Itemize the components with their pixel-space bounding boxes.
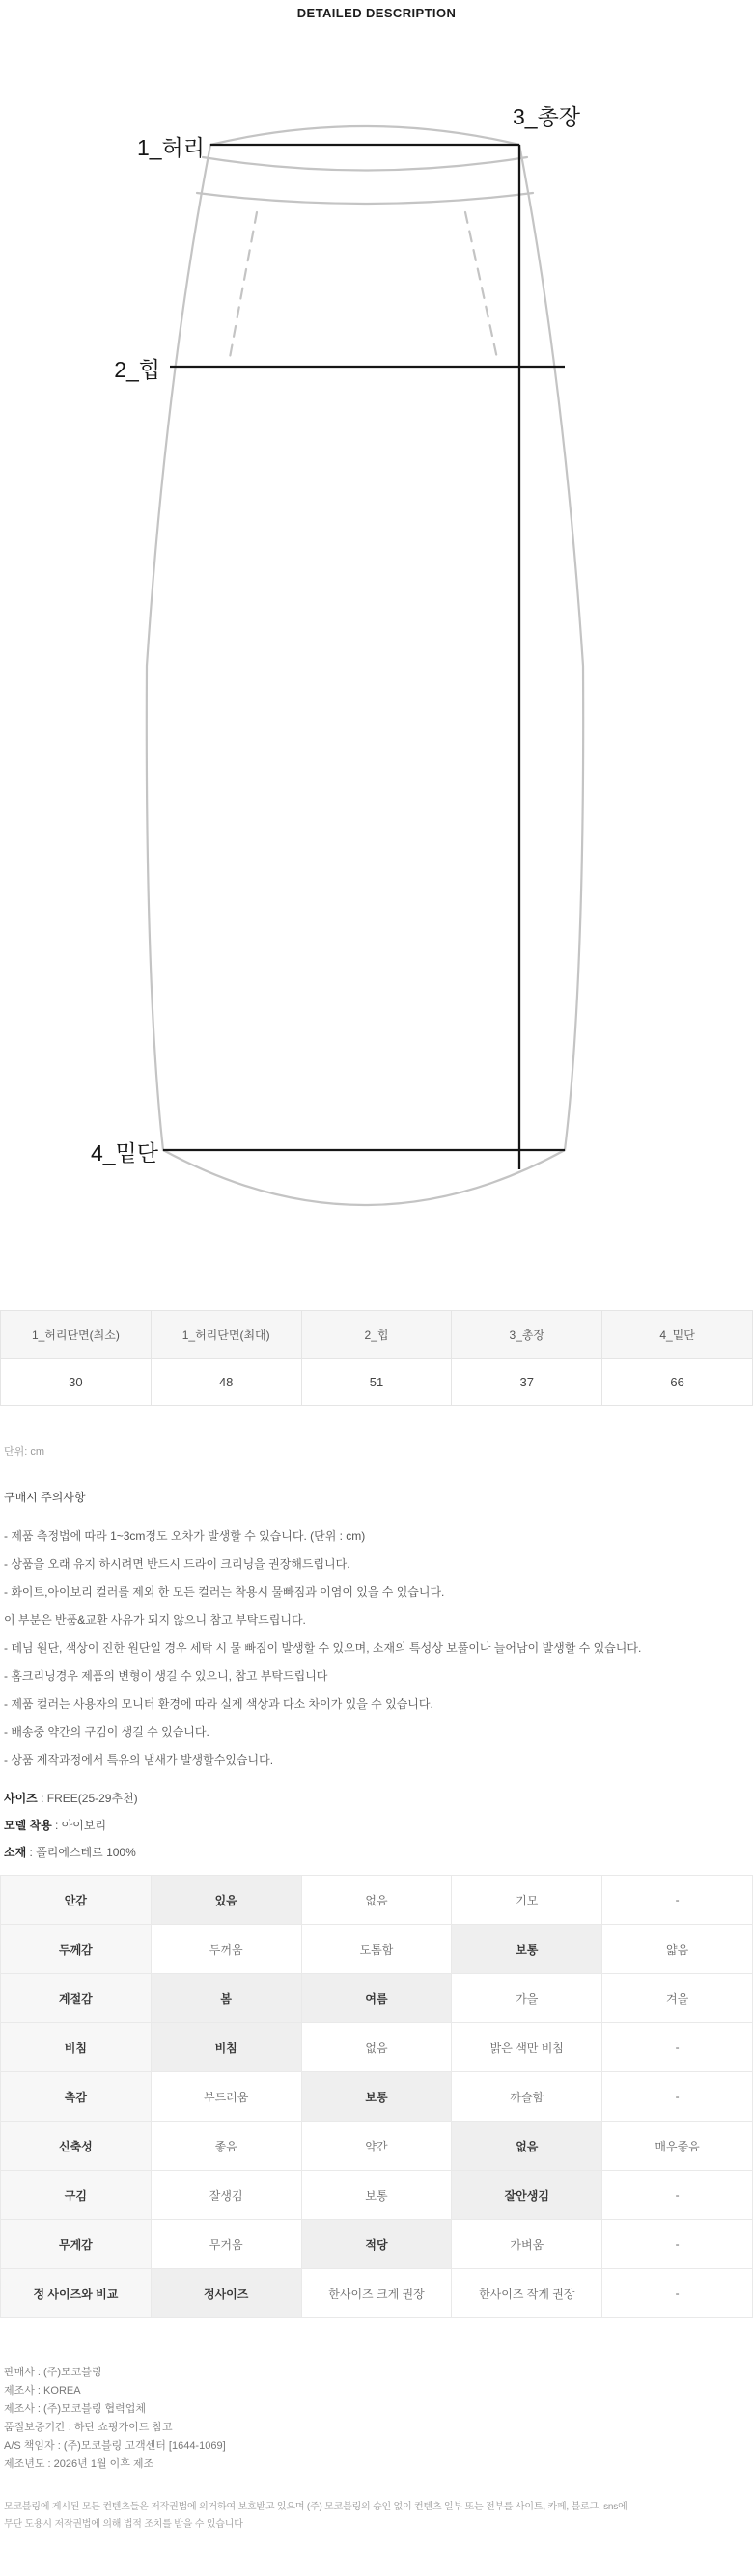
notice-line: - 홈크리닝경우 제품의 변형이 생길 수 있으니, 참고 부탁드립니다 xyxy=(4,1669,328,1683)
fabric-option-cell: 잘안생김 xyxy=(452,2171,602,2220)
fabric-option-cell: 한사이즈 크게 권장 xyxy=(302,2269,453,2318)
fabric-option-cell: 정사이즈 xyxy=(152,2269,302,2318)
fabric-option-cell: 봄 xyxy=(152,1974,302,2023)
fabric-row-label: 정 사이즈와 비교 xyxy=(1,2269,152,2318)
right-side-seam xyxy=(519,145,583,1150)
fabric-option-cell: 두꺼움 xyxy=(152,1925,302,1974)
fabric-option-cell: 없음 xyxy=(452,2122,602,2171)
fabric-option-cell: 적당 xyxy=(302,2220,453,2269)
footer-info-line: 제조사 : (주)모코블링 협력업체 xyxy=(4,2403,147,2415)
fabric-option-cell: 보통 xyxy=(302,2171,453,2220)
fabric-option-cell: 무거움 xyxy=(152,2220,302,2269)
fabric-option-cell: 약간 xyxy=(302,2122,453,2171)
fabric-option-cell: - xyxy=(602,2023,753,2072)
fabric-option-cell: 가벼움 xyxy=(452,2220,602,2269)
measurement-value-cell: 30 xyxy=(1,1359,152,1406)
fabric-option-cell: 부드러움 xyxy=(152,2072,302,2122)
footer-info-line: 제조사 : KOREA xyxy=(4,2385,81,2397)
hem-label: 4_밑단 xyxy=(90,1140,158,1165)
fabric-option-cell: 없음 xyxy=(302,1876,453,1925)
fabric-option-cell: 보통 xyxy=(452,1925,602,1974)
copyright-notice xyxy=(4,2499,753,2534)
footer-info-line: 품질보증기간 : 하단 쇼핑가이드 참고 xyxy=(4,2422,173,2433)
purchase-notice-list xyxy=(4,1522,749,1774)
product-info-list xyxy=(4,1785,749,1866)
care-item-label: 사이즈 xyxy=(4,1792,38,1805)
fabric-row-label: 안감 xyxy=(1,1876,152,1925)
measurement-lines xyxy=(163,145,565,1169)
fabric-row-label: 계절감 xyxy=(1,1974,152,2023)
fabric-option-cell: - xyxy=(602,2072,753,2122)
fabric-option-cell: 보통 xyxy=(302,2072,453,2122)
care-item-label: 모델 착용 xyxy=(4,1819,52,1832)
fabric-option-cell: - xyxy=(602,2171,753,2220)
copyright-line: 모코블링에 게시된 모든 컨텐츠들은 저작권법에 의거하여 보호받고 있으며 (주) 모코블링의 승인 없이 컨텐츠 일부 또는 전부를 사이트, 카페, 블로그, sns에 xyxy=(4,2502,628,2512)
measurement-header-cell: 2_힙 xyxy=(302,1311,453,1359)
fabric-option-cell: - xyxy=(602,2220,753,2269)
notice-line: - 제품 측정법에 따라 1~3cm정도 오차가 발생할 수 있습니다. (단위 : cm) xyxy=(4,1529,366,1543)
fabric-option-cell: 비침 xyxy=(152,2023,302,2072)
measurement-header-cell: 4_밑단 xyxy=(602,1311,753,1359)
page-title: DETAILED DESCRIPTION xyxy=(296,6,457,20)
fabric-option-cell: 없음 xyxy=(302,2023,453,2072)
fabric-option-cell: 가을 xyxy=(452,1974,602,2023)
fabric-option-cell: 까슬함 xyxy=(452,2072,602,2122)
unit-note: 단위: cm xyxy=(4,1446,45,1458)
skirt-outline xyxy=(147,126,583,1205)
yoke-seam-curve xyxy=(197,193,533,204)
care-item-value: : 폴리에스테르 100% xyxy=(26,1846,136,1859)
notice-line: - 상품을 오래 유지 하시려면 반드시 드라이 크리닝을 권장해드립니다. xyxy=(4,1557,350,1571)
fabric-option-cell: 겨울 xyxy=(602,1974,753,2023)
fabric-row-label: 무게감 xyxy=(1,2220,152,2269)
fabric-option-cell: 있음 xyxy=(152,1876,302,1925)
footer-info-line: 제조년도 : 2026년 1월 이후 제조 xyxy=(4,2458,154,2470)
fabric-option-cell: - xyxy=(602,1876,753,1925)
copyright-line: 무단 도용시 저작권법에 의해 법적 조치를 받을 수 있습니다 xyxy=(4,2519,243,2530)
care-item-value: : FREE(25-29추천) xyxy=(37,1792,138,1805)
fabric-row-label: 비침 xyxy=(1,2023,152,2072)
footer-info-line: 판매사 : (주)모코블링 xyxy=(4,2367,102,2378)
notice-line: - 화이트,아이보리 컬러를 제외 한 모든 컬러는 착용시 물빠짐과 이염이 있을 수 있습니다. xyxy=(4,1585,445,1599)
notice-line: - 제품 컬러는 사용자의 모니터 환경에 따라 실제 색상과 다소 차이가 있을 수 있습니다. xyxy=(4,1697,433,1711)
notice-line: 이 부분은 반품&교환 사유가 되지 않으니 참고 부탁드립니다. xyxy=(4,1613,306,1627)
skirt-diagram xyxy=(0,58,753,1216)
measurement-header-cell: 3_총장 xyxy=(452,1311,602,1359)
fabric-option-cell: 매우좋음 xyxy=(602,2122,753,2171)
fabric-option-cell: 좋음 xyxy=(152,2122,302,2171)
hip-label: 2_힙 xyxy=(114,357,160,382)
care-item xyxy=(4,1839,749,1866)
measurement-value-cell: 51 xyxy=(302,1359,453,1406)
measurement-table xyxy=(0,1310,753,1406)
footer-info-line: A/S 책임자 : (주)모코블링 고객센터 [1644-1069] xyxy=(4,2440,226,2452)
notice-line: - 상품 제작과정에서 특유의 냄새가 발생할수있습니다. xyxy=(4,1753,274,1767)
measurement-header-cell: 1_허리단면(최소) xyxy=(1,1311,152,1359)
care-item xyxy=(4,1812,749,1839)
fabric-row-label: 두께감 xyxy=(1,1925,152,1974)
measurement-value-cell: 37 xyxy=(452,1359,602,1406)
fabric-option-cell: 얇음 xyxy=(602,1925,753,1974)
right-dart-dashed-line xyxy=(465,212,498,363)
hem-curve xyxy=(163,1150,565,1205)
seller-info-list xyxy=(4,2364,749,2474)
measurement-value-cell: 48 xyxy=(152,1359,302,1406)
measurement-value-cell: 66 xyxy=(602,1359,753,1406)
fabric-option-cell: 여름 xyxy=(302,1974,453,2023)
measurement-header-cell: 1_허리단면(최대) xyxy=(152,1311,302,1359)
fabric-table xyxy=(0,1875,753,2318)
fabric-option-cell: 잘생김 xyxy=(152,2171,302,2220)
notice-line: - 데님 원단, 색상이 진한 원단일 경우 세탁 시 물 빠짐이 발생할 수 있으며, 소재의 특성상 보풀이나 늘어남이 발생할 수 있습니다. xyxy=(4,1641,642,1655)
fabric-row-label: 촉감 xyxy=(1,2072,152,2122)
fabric-row-label: 구김 xyxy=(1,2171,152,2220)
fabric-option-cell: 기모 xyxy=(452,1876,602,1925)
fabric-option-cell: 한사이즈 작게 권장 xyxy=(452,2269,602,2318)
waist-label: 1_허리 xyxy=(136,135,205,160)
care-item-label: 소재 xyxy=(4,1846,27,1859)
fabric-option-cell: 도톰함 xyxy=(302,1925,453,1974)
left-side-seam xyxy=(147,145,210,1150)
waistband-top-curve xyxy=(210,126,519,145)
fabric-row-label: 신축성 xyxy=(1,2122,152,2171)
purchase-notice-heading: 구매시 주의사항 xyxy=(4,1491,86,1504)
length-label: 3_총장 xyxy=(513,104,581,129)
fabric-option-cell: 밝은 색만 비침 xyxy=(452,2023,602,2072)
fabric-option-cell: - xyxy=(602,2269,753,2318)
care-item-value: : 아이보리 xyxy=(51,1819,107,1832)
left-dart-dashed-line xyxy=(229,212,257,363)
care-item xyxy=(4,1785,749,1812)
waistband-bottom-curve xyxy=(203,157,527,171)
notice-line: - 배송중 약간의 구김이 생길 수 있습니다. xyxy=(4,1725,209,1739)
